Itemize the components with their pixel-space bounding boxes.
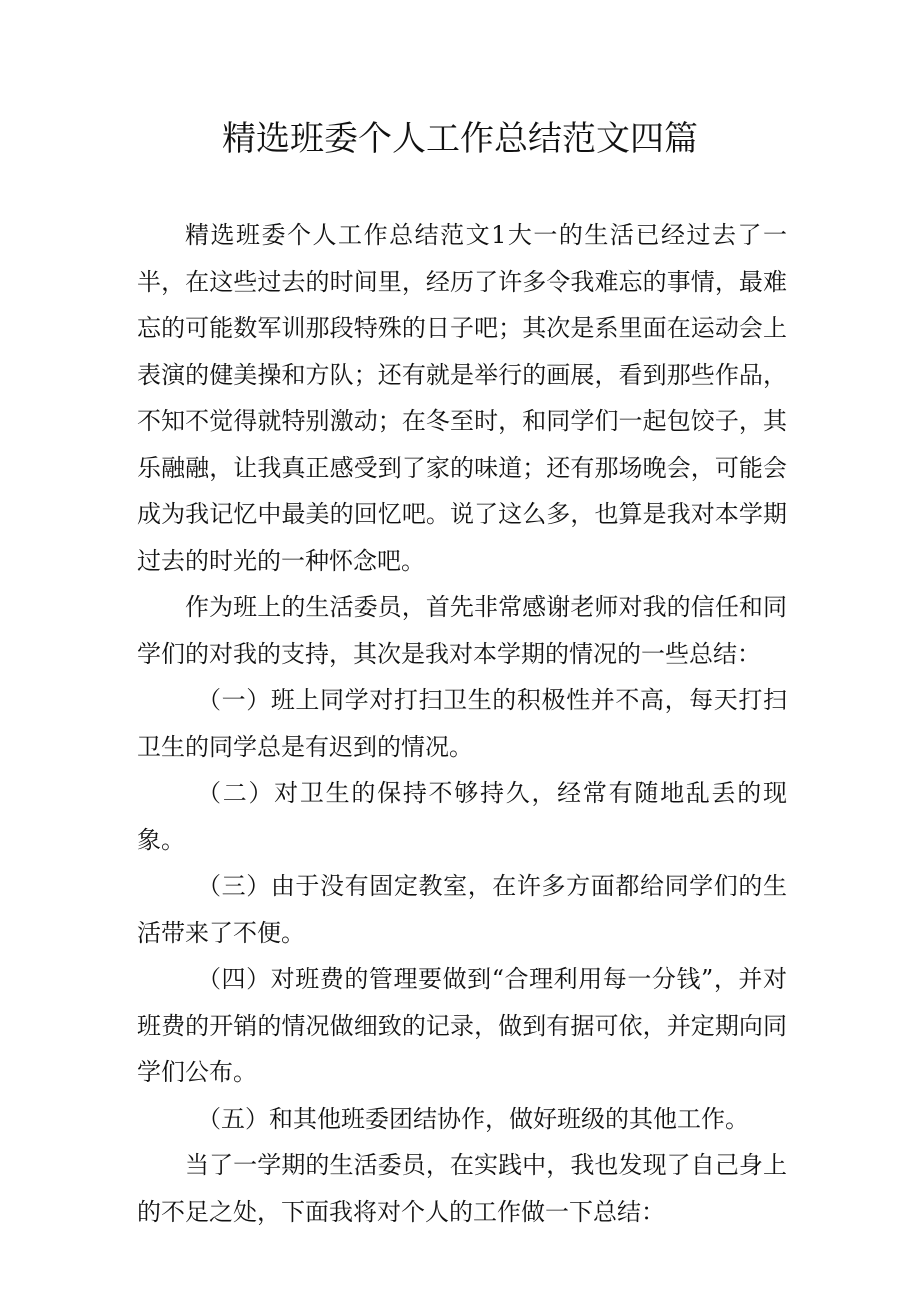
document-title: 精选班委个人工作总结范文四篇 xyxy=(222,119,698,159)
paragraph-summary-lead: 当了一学期的生活委员，在实践中，我也发现了自己身上的不足之处，下面我将对个人的工作做一下总结： xyxy=(137,1151,787,1226)
document-body xyxy=(137,212,787,1235)
list-item-5: （五）和其他班委团结协作，做好班级的其他工作。 xyxy=(197,1104,749,1133)
list-item-3: （三）由于没有固定教室，在许多方面都给同学们的生活带来了不便。 xyxy=(137,872,787,947)
paragraph-intro: 精选班委个人工作总结范文1大一的生活已经过去了一半，在这些过去的时间里，经历了许多令我难忘的事情，最难忘的可能数军训那段特殊的日子吧；其次是系里面在运动会上表演的健美操和方队；还有就是举行的画展，看到那些作品，不知不觉得就特别激动；在冬至时，和同学们一起包饺子，其乐融融，让我真正感受到了家的味道；还有那场晚会，可能会成为我记忆中最美的回忆吧。说了这么多，也算是我对本学期过去的时光的一种怀念吧。 xyxy=(137,221,787,575)
list-item-2: （二）对卫生的保持不够持久，经常有随地乱丢的现象。 xyxy=(137,779,787,854)
list-item-4: （四）对班费的管理要做到“合理利用每一分钱”，并对班费的开销的情况做细致的记录，做到有据可依，并定期向同学们公布。 xyxy=(137,965,787,1086)
list-item-1: （一）班上同学对打扫卫生的积极性并不高，每天打扫卫生的同学总是有迟到的情况。 xyxy=(137,686,787,761)
paragraph-role: 作为班上的生活委员，首先非常感谢老师对我的信任和同学们的对我的支持，其次是我对本学期的情况的一些总结： xyxy=(137,593,787,668)
